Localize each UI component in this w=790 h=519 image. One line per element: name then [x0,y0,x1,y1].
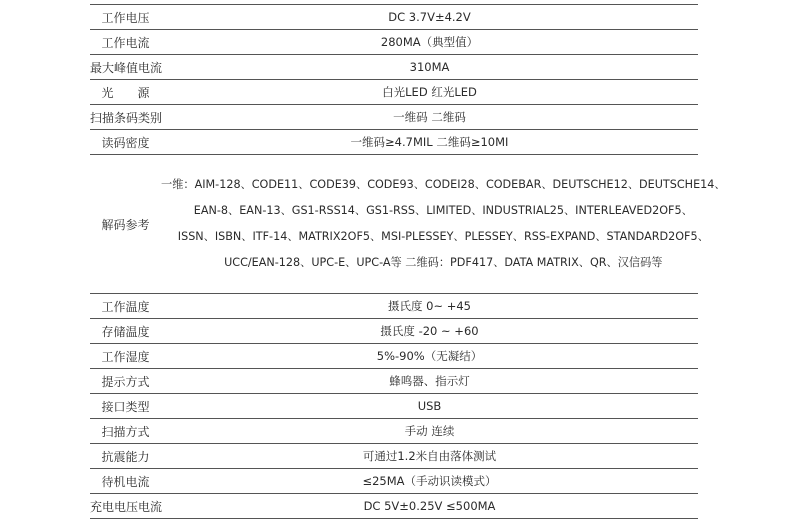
spec-value-multiline [161,172,726,276]
spec-value: 310MA [409,60,450,74]
spec-value: DC 3.7V±4.2V [388,10,471,24]
spec-label: 充电电压电流 [90,499,163,514]
spec-label: 解码参考 [101,217,150,232]
spec-value: 5%-90%（无凝结） [376,349,483,363]
spec-row-working-current [90,30,698,55]
spec-value: DC 5V±0.25V ≤500MA [363,499,496,513]
spec-value: 蜂鸣器、指示灯 [389,374,470,388]
spec-label: 抗震能力 [101,449,150,464]
spec-value: ≤25MA（手动识读模式） [362,474,497,488]
spec-value: 摄氏度 -20 ~ +60 [380,324,479,338]
spec-row-interface-type [90,394,698,419]
spec-row-peak-current [90,55,698,80]
decode-line: EAN-8、EAN-13、GS1-RSS14、GS1-RSS、LIMITED、INDUSTRIAL25、INTERLEAVED2OF5、 [193,204,693,217]
spec-value: 可通过1.2米自由落体测试 [362,449,497,463]
spec-row-working-voltage [90,5,698,30]
spec-label: 工作温度 [101,299,150,314]
spec-label: 接口类型 [101,399,150,414]
spec-value: 手动 连续 [404,424,455,438]
decode-line: UCC/EAN-128、UPC-E、UPC-A等 二维码：PDF417、DATA MATRIX、QR、汉信码等 [224,256,663,269]
spec-label: 工作湿度 [101,349,150,364]
spec-value: 白光LED 红光LED [382,85,477,99]
spec-label: 存储温度 [101,324,150,339]
spec-value: USB [417,399,442,413]
spec-row-storage-temperature [90,319,698,344]
spec-row-shock-resistance [90,444,698,469]
spec-row-prompt-method [90,369,698,394]
spec-label: 扫描条码类别 [90,110,163,125]
decode-line: 一维：AIM-128、CODE11、CODE39、CODE93、CODEI28、CODEBAR、DEUTSCHE12、DEUTSCHE14、 [161,178,726,191]
decode-line: ISSN、ISBN、ITF-14、MATRIX2OF5、MSI-PLESSEY、PLESSEY、RSS-EXPAND、STANDARD2OF5、 [177,230,709,243]
spec-label: 最大峰值电流 [90,60,163,75]
spec-label: 待机电流 [101,474,150,489]
spec-value: 一维码≥4.7MIL 二维码≥10MI [350,135,509,149]
spec-table [90,4,726,519]
spec-row-light-source [90,80,698,105]
spec-row-read-density [90,130,698,155]
spec-row-scan-mode [90,419,698,444]
spec-row-charging [90,494,698,519]
spec-value: 一维码 二维码 [393,110,466,124]
spec-label: 读码密度 [101,135,150,150]
spec-label: 扫描方式 [101,424,150,439]
spec-row-standby-current [90,469,698,494]
spec-label: 提示方式 [101,374,150,389]
spec-row-humidity [90,344,698,369]
spec-label: 工作电流 [101,35,150,50]
spec-row-barcode-types [90,105,698,130]
spec-value: 摄氏度 0~ +45 [387,299,472,313]
spec-value: 280MA（典型值） [380,35,479,49]
spec-label: 工作电压 [101,10,150,25]
spec-row-working-temperature [90,294,698,319]
spec-row-decode-reference [90,155,726,294]
spec-label: 光 源 [101,85,150,100]
